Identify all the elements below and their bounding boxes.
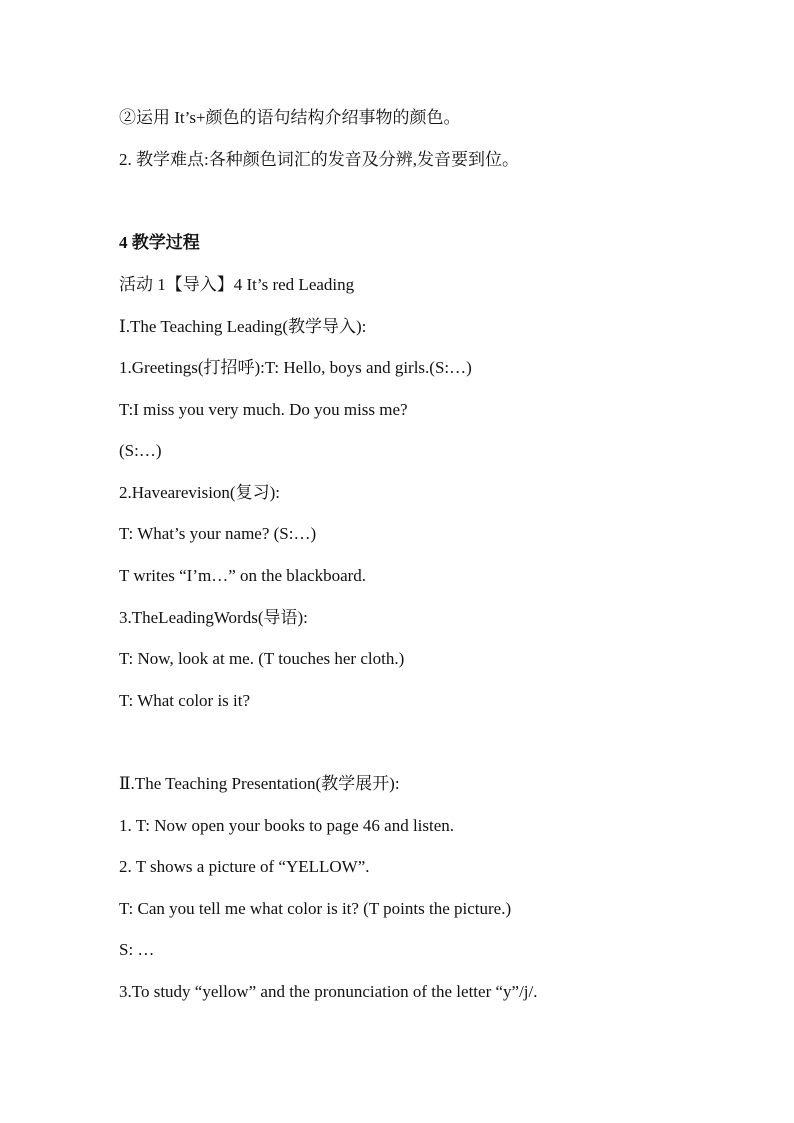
objective-2-line: ②运用 It’s+颜色的语句结构介绍事物的颜色。 <box>119 108 461 127</box>
teaching-difficulty-line: 2. 教学难点:各种颜色词汇的发音及分辨,发音要到位。 <box>119 150 519 169</box>
shows-picture-line: 2. T shows a picture of “YELLOW”. <box>119 857 370 876</box>
activity-title: 活动 1【导入】4 It’s red Leading <box>119 275 355 294</box>
student-reply-line: S: … <box>119 940 155 959</box>
what-color-line: T: What color is it? <box>119 691 251 710</box>
greetings-line: 1.Greetings(打招呼):T: Hello, boys and girls.(S:…) <box>119 358 472 377</box>
leading-words-line: 3.TheLeadingWords(导语): <box>119 608 308 627</box>
writes-board-line: T writes “I’m…” on the blackboard. <box>119 566 367 585</box>
part-1-title: Ⅰ.The Teaching Leading(教学导入): <box>119 317 367 336</box>
student-reply-line: (S:…) <box>119 441 162 460</box>
study-yellow-line: 3.To study “yellow” and the pronunciation of the letter “y”/j/. <box>119 982 538 1001</box>
revision-line: 2.Havearevision(复习): <box>119 483 280 502</box>
look-at-me-line: T: Now, look at me. (T touches her cloth.) <box>119 649 405 668</box>
miss-you-line: T:I miss you very much. Do you miss me? <box>119 400 408 419</box>
can-you-tell-line: T: Can you tell me what color is it? (T points the picture.) <box>119 899 512 918</box>
name-question-line: T: What’s your name? (S:…) <box>119 524 317 543</box>
section-heading: 4 教学过程 <box>119 233 200 252</box>
part-2-title: Ⅱ.The Teaching Presentation(教学展开): <box>119 774 400 793</box>
open-books-line: 1. T: Now open your books to page 46 and listen. <box>119 816 455 835</box>
